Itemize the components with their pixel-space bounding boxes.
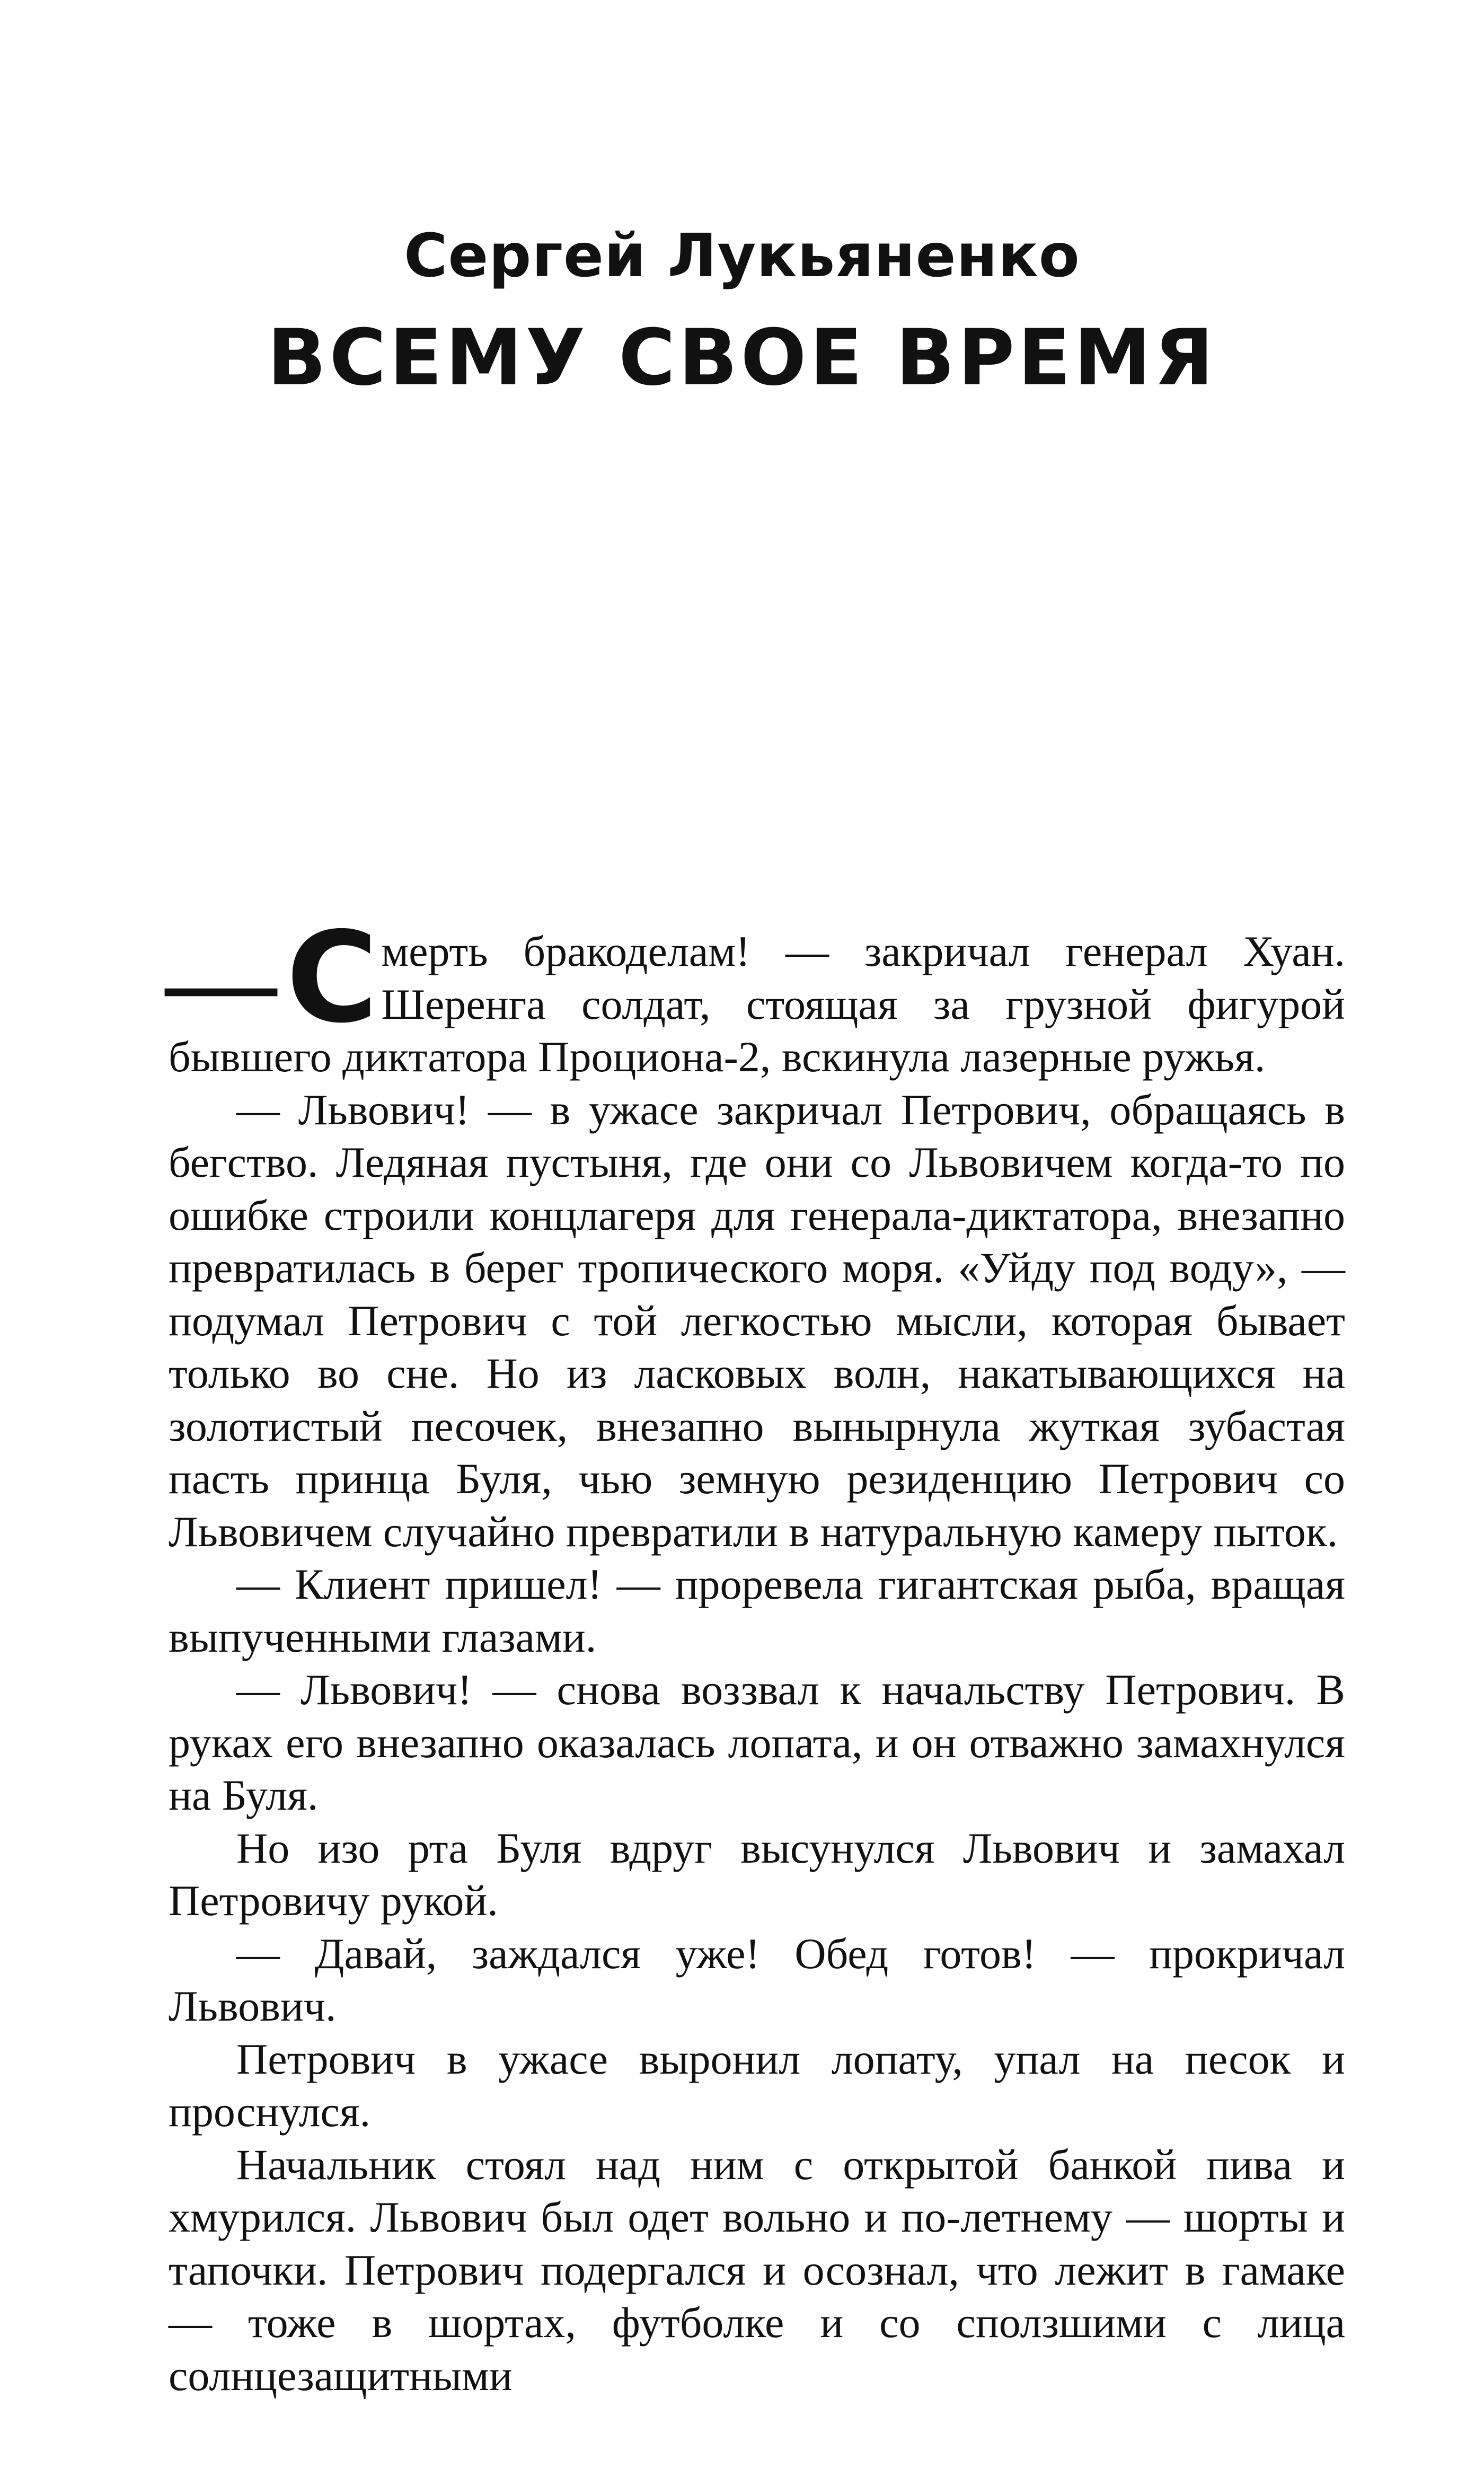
opening-dash: — (165, 920, 277, 1043)
story-title: ВСЕМУ СВОЕ ВРЕМЯ (267, 313, 1217, 403)
opening-paragraph (165, 905, 1345, 1083)
opening-text: мерть бракоделам! — закричал генерал Хуан. Шеренга солдат, стоящая за грузной фигурой бывшего диктатора Проциона-2, вскинула лазерные ружья. (169, 927, 1345, 1081)
author-name: Сергей Лукьяненко (404, 222, 1080, 290)
paragraph: — Давай, заждался уже! Обед готов! — прокричал Львович. (169, 1929, 1345, 2030)
drop-cap-letter: С (286, 905, 378, 1051)
story-text (165, 905, 1345, 2402)
paragraph: — Клиент пришел! — проревела гигантская рыба, вращая выпученными глазами. (169, 1560, 1345, 1661)
paragraph: — Львович! — снова воззвал к начальству Петрович. В руках его внезапно оказалась лопата, и он отважно замахнулся на Буля. (169, 1665, 1345, 1819)
paragraph: — Львович! — в ужасе закричал Петрович, обращаясь в бегство. Ледяная пустыня, где они со Львовичем когда-то по ошибке строили концлагеря для генерала-диктатора, внезапно превратилась в берег тропического моря. «Уйду под воду», — подумал Петрович с той легкостью мысли, которая бывает только во сне. Но из ласковых волн, накатывающихся на золотистый песочек, внезапно вынырнула жуткая зубастая пасть принца Буля, чью земную резиденцию Петрович со Львовичем случайно превратили в натуральную камеру пыток. (169, 1085, 1345, 1556)
paragraph: Петрович в ужасе выронил лопату, упал на песок и проснулся. (169, 2034, 1345, 2136)
paragraph: Начальник стоял над ним с открытой банкой пива и хмурился. Львович был одет вольно и по-летнему — шорты и тапочки. Петрович подергался и осознал, что лежит в гамаке — тоже в шортах, футболке и со сползшими с лица солнцезащитными (169, 2140, 1345, 2400)
paragraph: Но изо рта Буля вдруг высунулся Львович и замахал Петровичу рукой. (169, 1823, 1345, 1925)
